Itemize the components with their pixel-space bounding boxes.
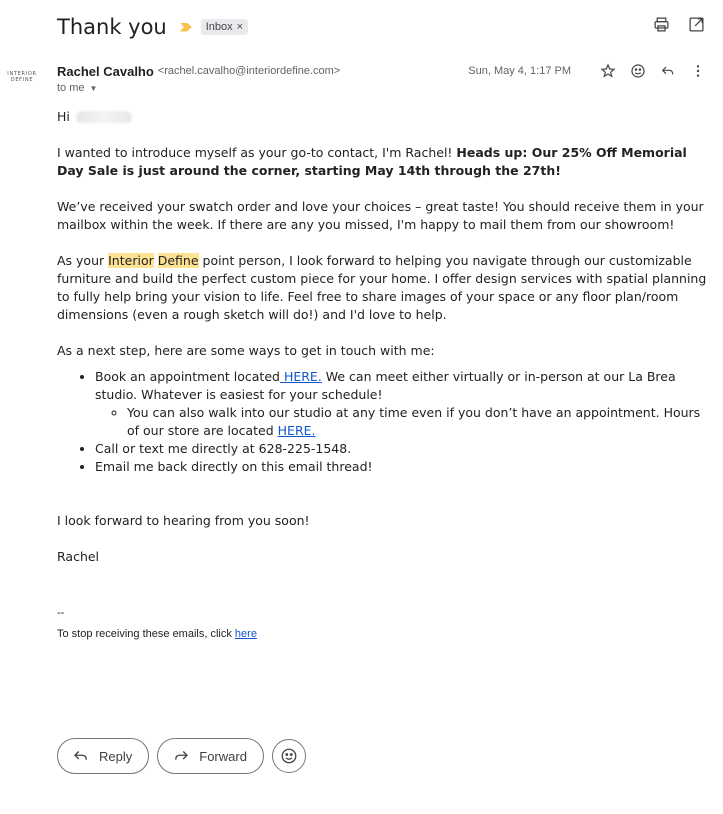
closing-line: I look forward to hearing from you soon! — [57, 513, 310, 528]
more-vert-icon[interactable] — [689, 62, 707, 80]
avatar-text-line2: DEFINE — [10, 77, 34, 83]
list-item — [95, 368, 712, 440]
paragraph-services — [57, 252, 712, 324]
sale-announcement: Heads up: Our 25% Off Memorial Day Sale is just around the corner, starting May 14th through the 27th! — [57, 145, 687, 178]
emoji-icon — [280, 747, 298, 765]
remove-label-icon[interactable]: × — [236, 21, 244, 33]
email-subject: Thank you — [57, 15, 167, 39]
list-item: • Call or text me directly at 628-225-1548. — [95, 440, 712, 458]
greeting-text: Hi — [57, 109, 70, 124]
unsubscribe-link[interactable]: here — [234, 628, 257, 640]
bullet1-text-a: Book an appointment located — [95, 369, 280, 384]
brand-highlight-2: Define — [157, 253, 199, 268]
open-in-new-window-icon[interactable] — [688, 16, 705, 38]
forward-button[interactable] — [157, 738, 264, 774]
sender-email: <rachel.cavalho@interiordefine.com> — [157, 65, 341, 77]
inbox-label-chip[interactable] — [201, 19, 248, 35]
print-icon[interactable] — [653, 16, 670, 38]
paragraph-swatch: We’ve received your swatch order and love your choices – great taste! You should receive them in your mailbox within the week. If there are any you missed, I'm happy to mail them from our showroom! — [57, 199, 704, 232]
list-item: • Email me back directly on this email thread! — [95, 458, 712, 476]
store-hours-link[interactable]: HERE. — [277, 423, 316, 438]
unsubscribe-text: To stop receiving these emails, click — [57, 628, 235, 640]
email-body — [57, 108, 712, 643]
bullet1-text-b: We can meet either virtually or in-person at our La Brea studio. Whatever is easiest for your schedule! — [95, 369, 676, 402]
paragraph-intro — [57, 144, 712, 180]
reply-icon — [72, 747, 90, 765]
sub1-text: You can also walk into our studio at any time even if you don’t have an appointment. Hours of our store are located — [127, 405, 701, 438]
reply-label: Reply — [99, 748, 133, 764]
unsubscribe-line — [57, 625, 712, 643]
star-icon[interactable] — [599, 62, 617, 80]
to-label: to me — [57, 82, 85, 94]
paragraph-next-steps: As a next step, here are some ways to get in touch with me: — [57, 343, 435, 358]
brand-highlight-1: Interior — [108, 253, 154, 268]
appointment-link[interactable]: HERE. — [279, 369, 322, 384]
sender-row — [57, 62, 707, 80]
importance-marker-icon[interactable] — [180, 23, 192, 32]
email-date: Sun, May 4, 1:17 PM — [468, 65, 571, 77]
services-text-a: As your — [57, 253, 109, 268]
avatar-text-line1: INTERIOR — [7, 71, 37, 77]
list-item — [127, 404, 712, 440]
contact-options-list — [57, 368, 712, 476]
signature: Rachel — [57, 549, 100, 564]
sub-list — [95, 404, 712, 440]
reply-button[interactable] — [57, 738, 149, 774]
top-actions — [653, 16, 705, 38]
reply-icon[interactable] — [659, 62, 677, 80]
services-text-b: point person, I look forward to helping you navigate through our customizable furniture and build the perfect custom piece for your home. I offer design services with spatial planning to fully help bring your vision to life. Feel free to share images of your space or any floor plan/room dimensions (even a rough sketch will do!) and I'd love to help. — [57, 253, 707, 322]
recipient-row[interactable] — [57, 82, 97, 94]
sender-avatar — [4, 71, 40, 83]
sender-name[interactable]: Rachel Cavalho — [57, 63, 154, 79]
intro-text: I wanted to introduce myself as your go-to contact, I'm Rachel! — [57, 145, 457, 160]
inbox-label-text: Inbox — [205, 21, 233, 33]
greeting — [57, 108, 712, 126]
reply-actions — [57, 738, 306, 774]
redacted-name — [76, 111, 132, 123]
subject-row — [57, 12, 248, 42]
chevron-down-icon[interactable]: ▼ — [89, 83, 98, 93]
signature-separator: -- — [57, 607, 65, 619]
forward-label: Forward — [199, 748, 247, 764]
forward-icon — [172, 747, 190, 765]
emoji-icon[interactable] — [629, 62, 647, 80]
emoji-reaction-button[interactable] — [272, 739, 306, 773]
